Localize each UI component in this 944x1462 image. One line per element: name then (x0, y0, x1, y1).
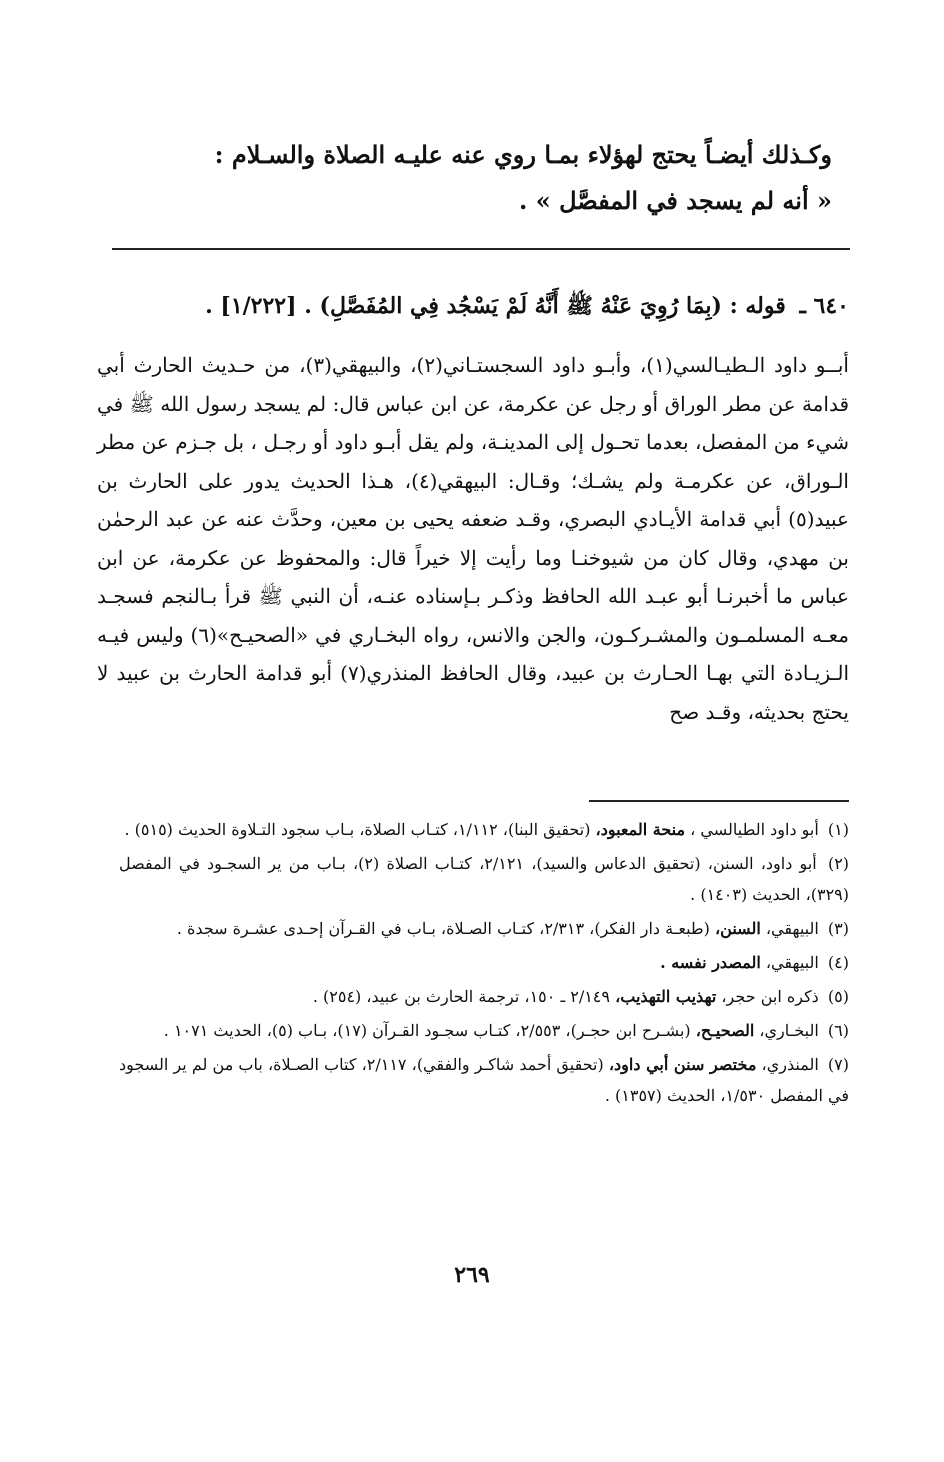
footnote-details: ٢/١٤٩ ـ ١٥٠، ترجمة الحارث بن عبيد، (٢٥٤) . (312, 987, 610, 1006)
main-text-line-1: وكـذلك أيضـاً يحتج لهؤلاء بمـا روي عنه عليـه الصلاة والسـلام : (214, 140, 832, 169)
footnote-4 (119, 947, 849, 978)
footnote-author: أبو داود، السنن، (707, 854, 817, 873)
main-text-excerpt (112, 132, 832, 224)
footnote-details: (طبعـة دار الفكر)، ٢/٣١٣، كتـاب الصـلاة، بـاب في القـرآن إحـدى عشـرة سجدة . (176, 919, 710, 938)
footnote-details: (تحقيق البنا)، ١/١١٢، كتـاب الصلاة، بـاب سجود التـلاوة الحديث (٥١٥) . (124, 820, 591, 839)
section-divider (112, 248, 850, 250)
commentary-heading (89, 286, 849, 326)
footnote-book: المصدر نفسه . (660, 953, 761, 972)
footnote-author: المنذري، (761, 1055, 819, 1074)
footnote-book: مختصر سنن أبي داود، (608, 1055, 757, 1074)
footnote-2 (119, 848, 849, 910)
footnote-book: الصحيـح، (695, 1021, 755, 1040)
entry-number: ٦٤٠ ـ (799, 293, 849, 319)
footnote-book: منحة المعبود، (595, 820, 686, 839)
footnote-number: (٥) (827, 987, 849, 1006)
footnote-number: (٣) (827, 919, 849, 938)
footnote-author: البخـاري، (759, 1021, 819, 1040)
page-number: ٢٦٩ (454, 1262, 490, 1288)
footnotes-section (119, 814, 849, 1114)
entry-quote: (بِمَا رُوِيَ عَنْهُ ﷺ أَنَّهُ لَمْ يَسْجُد فِي المُفَصَّلِ) . (304, 293, 722, 319)
entry-reference: [١/٢٢٢] . (205, 293, 297, 319)
footnote-details: (بشـرح ابن حجـر)، ٢/٥٥٣، كتـاب سجـود القـرآن (١٧)، بـاب (٥)، الحديث ١٠٧١ . (163, 1021, 691, 1040)
footnote-6 (119, 1015, 849, 1046)
footnote-number: (٢) (827, 854, 850, 873)
footnote-author: البيهقي، (765, 953, 819, 972)
main-text-line-2: « أنه لم يسجد في المفصَّل » . (519, 186, 832, 215)
footnote-author: ذكره ابن حجر، (721, 987, 819, 1006)
commentary-body (97, 346, 849, 731)
footnote-number: (٧) (827, 1055, 849, 1074)
footnote-author: أبو داود الطيالسي ، (690, 820, 819, 839)
footnote-author: البيهقي، (765, 919, 819, 938)
footnote-divider (589, 800, 849, 802)
commentary-paragraph: أبــو داود الـطيـالسي(١)، وأبـو داود السجستـاني(٢)، والبيهقي(٣)، من حـديث الحارث أبي قدامة عن مطر الوراق أو رجل عن عكرمة، عن ابن عباس قال: لم يسجد رسول الله ﷺ في شيء من المفصل، بعدما تحـول إلى المدينـة، ولم يقل أبـو داود أو رجـل ، بل جـزم عن مطر الـوراق، عن عكرمـة ولم يشـك؛ وقـال: البيهقي(٤)، هـذا الحديث يدور على الحارث بن عبيد(٥) أبي قدامة الأيـادي البصري، وقـد ضعفه يحيى بن معين، وحدَّث عنه عن عبد الرحمٰن بن مهدي، وقال كان من شيوخنـا وما رأيت إلا خيراً قال: والمحفوظ عن عكرمة، عن ابن عباس ما أخبرنـا أبو عبـد الله الحافظ وذكـر بـإسناده عنـه، أن النبي ﷺ قرأ بـالنجم فسجـد معـه المسلمـون والمشـركـون، والجن والانس، رواه البخـاري في «الصحيـح»(٦) وليس فيـه الـزيـادة التي بهـا الحـارث بن عبيد، وقال الحافظ المنذري(٧) أبو قدامة الحارث بن عبيد لا يحتج بحديثه، وقـد صح (97, 353, 849, 724)
footnote-book: السنن، (715, 919, 761, 938)
footnote-details: (تحقيق أحمد شاكـر والفقي)، ٢/١١٧، كتاب الصـلاة، باب من لم ير السجود في المفصل ١/٥٣٠، الحديث (١٣٥٧) . (119, 1055, 849, 1105)
footnote-details: (تحقيق الدعاس والسيد)، ٢/١٢١، كتـاب الصلاة (٢)، بـاب من ير السجـود في المفصل (٣٢٩)، الحديث (١٤٠٣) . (119, 854, 849, 904)
footnote-number: (٦) (827, 1021, 849, 1040)
footnote-number: (١) (827, 820, 849, 839)
footnote-number: (٤) (827, 953, 849, 972)
footnote-7 (119, 1049, 849, 1111)
footnote-1 (119, 814, 849, 845)
footnote-5 (119, 981, 849, 1012)
footnote-book: تهذيب التهذيب، (615, 987, 717, 1006)
entry-label: قوله : (729, 293, 786, 319)
footnote-3 (119, 913, 849, 944)
